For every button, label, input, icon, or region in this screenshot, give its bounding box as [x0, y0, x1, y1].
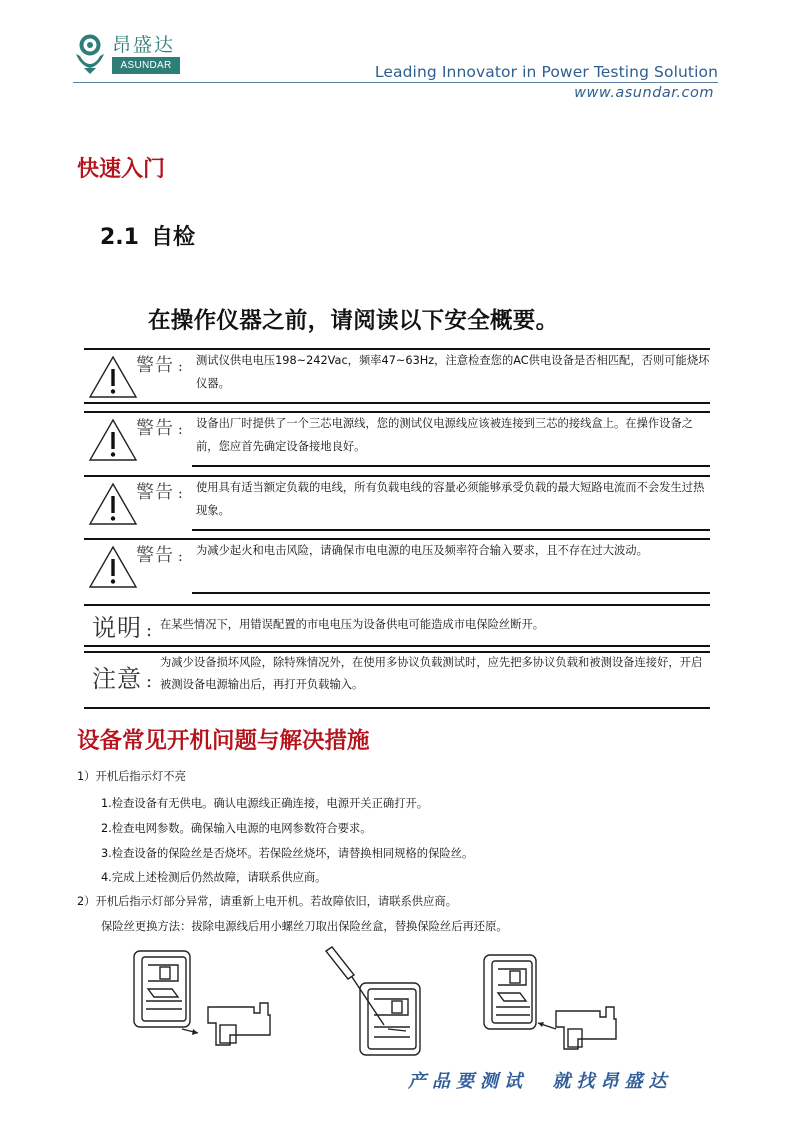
- warning-text: 测试仪供电电压198~242Vac，频率47~63Hz，注意检查您的AC供电设备是否相匹配，否则可能烧坏仪器。: [196, 354, 710, 390]
- warning-triangle-icon: [88, 355, 138, 399]
- company-website: www.asundar.com: [574, 85, 714, 101]
- note-box: [84, 604, 710, 646]
- screwdriver-prying-illustration: [322, 945, 432, 1060]
- bottom-rule: [192, 592, 710, 594]
- note-label: 说明 :: [92, 614, 154, 642]
- bottom-rule: [192, 465, 710, 467]
- warning-box-2: [84, 411, 710, 467]
- subsection-label: 自检: [150, 225, 195, 250]
- warning-label: 警告 :: [136, 355, 184, 376]
- problem-2-title: 2）开机后指示灯部分异常，请重新上电开机。若故障依旧，请联系供应商。: [77, 895, 457, 908]
- company-logo: [74, 30, 184, 78]
- warning-label: 警告 :: [136, 545, 184, 566]
- fuse-holder-removed-illustration: [130, 945, 280, 1055]
- top-rule: [84, 604, 710, 606]
- bottom-rule: [192, 529, 710, 531]
- subsection-title: [100, 220, 195, 251]
- company-tagline: Leading Innovator in Power Testing Solution: [374, 63, 718, 81]
- bottom-rule: [84, 645, 710, 647]
- warning-box-1: [84, 348, 710, 404]
- warning-text: 设备出厂时提供了一个三芯电源线，您的测试仪电源线应该被连接到三芯的接线盒上。在操作设备之前，您应首先确定设备接地良好。: [196, 417, 694, 453]
- problem-1-step-2: 2.检查电网参数。确保输入电源的电网参数符合要求。: [101, 822, 372, 835]
- warning-label: 警告 :: [136, 418, 184, 439]
- fuse-holder-insert-illustration: [480, 945, 630, 1055]
- warning-text: 为减少起火和电击风险，请确保市电电源的电压及频率符合输入要求，且不存在过大波动。: [196, 544, 648, 557]
- warning-triangle-icon: [88, 418, 138, 462]
- section-title-troubleshooting: 设备常见开机问题与解决措施: [77, 728, 370, 754]
- warning-triangle-icon: [88, 482, 138, 526]
- problem-1-step-3: 3.检查设备的保险丝是否烧坏。若保险丝烧坏，请替换相同规格的保险丝。: [101, 847, 474, 860]
- header-divider: [73, 82, 718, 83]
- problem-1-step-1: 1.检查设备有无供电。确认电源线正确连接，电源开关正确打开。: [101, 797, 429, 810]
- fuse-replacement-instructions: 保险丝更换方法：拔除电源线后用小螺丝刀取出保险丝盒，替换保险丝后再还原。: [101, 920, 508, 933]
- bottom-rule: [84, 402, 710, 404]
- problem-1-step-4: 4.完成上述检测后仍然故障，请联系供应商。: [101, 871, 327, 884]
- subsection-number: 2.1: [100, 225, 139, 250]
- warning-label: 警告 :: [136, 482, 184, 503]
- footer-slogan: 产品要测试 就找昂盛达: [408, 1071, 673, 1092]
- warning-box-3: [84, 475, 710, 531]
- logo-english-name: ASUNDAR: [112, 57, 180, 74]
- caution-text: 为减少设备损坏风险，除特殊情况外，在使用多协议负载测试时，应先把多协议负载和被测设备连接好，开启被测设备电源输出后，再打开负载输入。: [160, 656, 703, 691]
- warning-box-4: [84, 538, 710, 594]
- caution-box: [84, 651, 710, 709]
- logo-chinese-name: 昂盛达: [112, 34, 176, 56]
- warning-triangle-icon: [88, 545, 138, 589]
- safety-summary-heading: 在操作仪器之前，请阅读以下安全概要。: [148, 308, 559, 334]
- logo-mark-icon: [74, 34, 106, 76]
- caution-label: 注意 :: [92, 665, 154, 693]
- section-title-quickstart: 快速入门: [77, 157, 166, 182]
- bottom-rule: [84, 707, 710, 709]
- note-text: 在某些情况下，用错误配置的市电电压为设备供电可能造成市电保险丝断开。: [160, 618, 545, 631]
- warning-text: 使用具有适当额定负载的电线，所有负载电线的容量必须能够承受负载的最大短路电流而不会发生过热现象。: [196, 481, 705, 517]
- problem-1-title: 1）开机后指示灯不亮: [77, 770, 186, 783]
